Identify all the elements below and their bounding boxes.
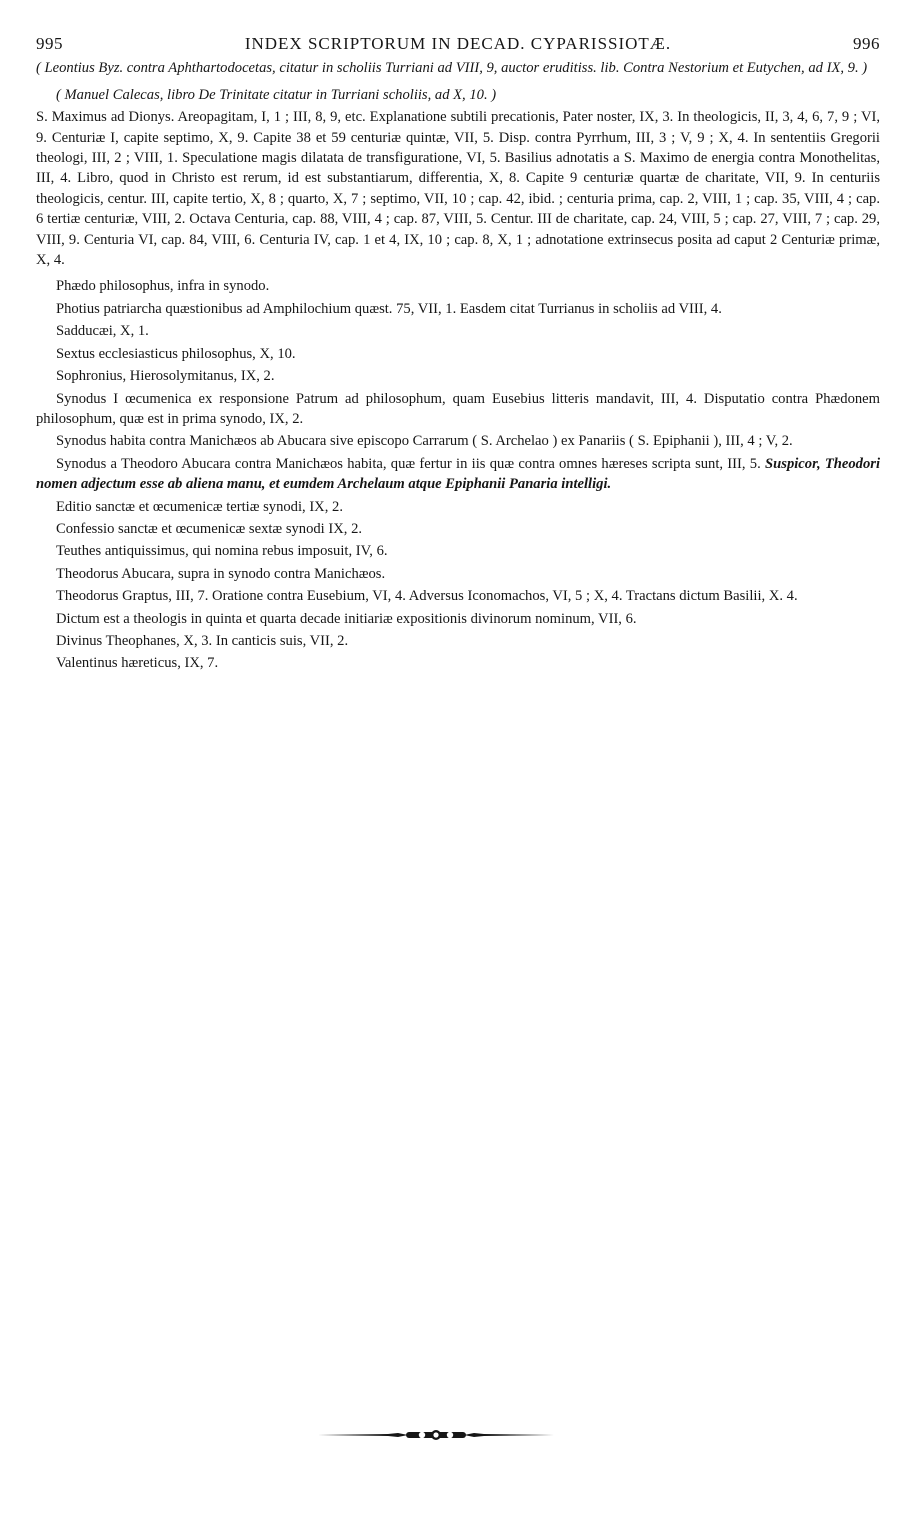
entry-sextus: Sextus ecclesiasticus philosophus, X, 10. — [56, 345, 296, 362]
entry-photius: Photius patriarcha quæstionibus ad Amphilochium quæst. 75, VII, 1. Easdem citat Turrianus in scholiis ad VIII, 4. — [56, 300, 722, 317]
entry-synodus-abucara — [36, 454, 880, 495]
entry-theodorus-abucara: Theodorus Abucara, supra in synodo contra Manichæos. — [56, 565, 386, 582]
entry-confessio: Confessio sanctæ et œcumenicæ sextæ synodi IX, 2. — [56, 520, 363, 537]
page-header — [36, 34, 880, 54]
running-title: INDEX SCRIPTORUM IN DECAD. CYPARISSIOTÆ. — [244, 34, 672, 53]
synodus-abucara-note: Suspicor, Theodori nomen adjectum esse ab aliena manu, et eumdem Archelaum atque Epiphanii Panaria intelligi. — [36, 455, 881, 493]
entry-theodorus-graptus: Theodorus Graptus, III, 7. Oratione contra Eusebium, VI, 4. Adversus Iconomachos, VI, 5 ; X, 4. Tractans dictum Basilii, X. 4. — [56, 588, 798, 605]
entry-synodus-oecumenica: Synodus I œcumenica ex responsione Patrum ad philosophum, quam Eusebius litteris mandavit, III, 4. Disputatio contra Phædonem philosophum, quæ est in prima synodo, IX, 2. — [36, 390, 880, 427]
entry-sadducaei: Sadducæi, X, 1. — [56, 323, 149, 340]
entry-teuthes: Teuthes antiquissimus, qui nomina rebus imposuit, IV, 6. — [56, 543, 388, 560]
entry-maximus: S. Maximus ad Dionys. Areopagitam, I, 1 ; III, 8, 9, etc. Explanatione subtili precationis, Pater noster, IX, 3. In theologicis, II, 3, 4, 6, 7, 9 ; VI, 9. Centuriæ I, capite septimo, X, 9. Capite 38 et 59 centuriæ quintæ, VII, 5. Disp. contra Pyrrhum, III, 3 ; V, 9 ; X, 4. In sententiis Gregorii theologi, III, 2 ; VIII, 1. Speculatione magis dilatata de transfiguratione, VI, 5. Basilius adnotatis a S. Maximo de energia contra Monothelitas, III, 4. Libro, quod in Christo est rerum, id est substantiarum, differentia, X, 8. Capite 9 centuriæ quartæ de charitate, VII, 9. In centuriis theologicis, centur. III, capite tertio, X, 8 ; quarto, X, 7 ; septimo, VII, 10 ; cap. 42, ibid. ; centuria prima, cap. 2, VIII, 1 ; cap. 35, VIII, 4 ; cap. 6 tertiæ centuriæ, VIII, 2. Octava Centuria, cap. 88, VIII, 4 ; cap. 87, VIII, 5. Centur. III de charitate, cap. 24, VIII, 5 ; cap. 27, VIII, 7 ; cap. 29, VIII, 9. Centuria VI, cap. 84, VIII, 6. Centuria IV, cap. 1 et 4, IX, 10 ; cap. 8, X, 1 ; adnotatione extrinsecus posita ad caput 2 Centuriæ primæ, X, 4. — [36, 109, 880, 269]
page-number-right: 996 — [853, 34, 880, 53]
entry-theophanes: Divinus Theophanes, X, 3. In canticis suis, VII, 2. — [56, 632, 349, 649]
entry-dictum: Dictum est a theologis in quinta et quarta decade initiariæ expositionis divinorum nominum, VII, 6. — [56, 610, 637, 627]
entry-editio: Editio sanctæ et œcumenicæ tertiæ synodi, IX, 2. — [56, 498, 343, 515]
synodus-abucara-text: Synodus a Theodoro Abucara contra Manichæos habita, quæ fertur in iis quæ contra omnes hæreses scripta sunt, III, 5. — [56, 455, 761, 472]
end-ornament — [318, 1428, 554, 1442]
entry-valentinus: Valentinus hæreticus, IX, 7. — [56, 655, 219, 672]
entry-manuel: ( Manuel Calecas, libro De Trinitate citatur in Turriani scholiis, ad X, 10. ) — [56, 86, 497, 103]
entry-phaedo: Phædo philosophus, infra in synodo. — [56, 278, 270, 295]
page-number-left: 995 — [36, 34, 63, 53]
entry-sophronius: Sophronius, Hierosolymitanus, IX, 2. — [56, 368, 275, 385]
entry-leontius: ( Leontius Byz. contra Aphthartodocetas, citatur in scholiis Turriani ad VIII, 9, auctor eruditiss. lib. Contra Nestorium et Eutychen, ad IX, 9. ) — [36, 60, 868, 77]
entry-synodus-manichaeos: Synodus habita contra Manichæos ab Abucara sive episcopo Carrarum ( S. Archelao ) ex Panariis ( S. Epiphanii ), III, 4 ; V, 2. — [56, 433, 793, 450]
